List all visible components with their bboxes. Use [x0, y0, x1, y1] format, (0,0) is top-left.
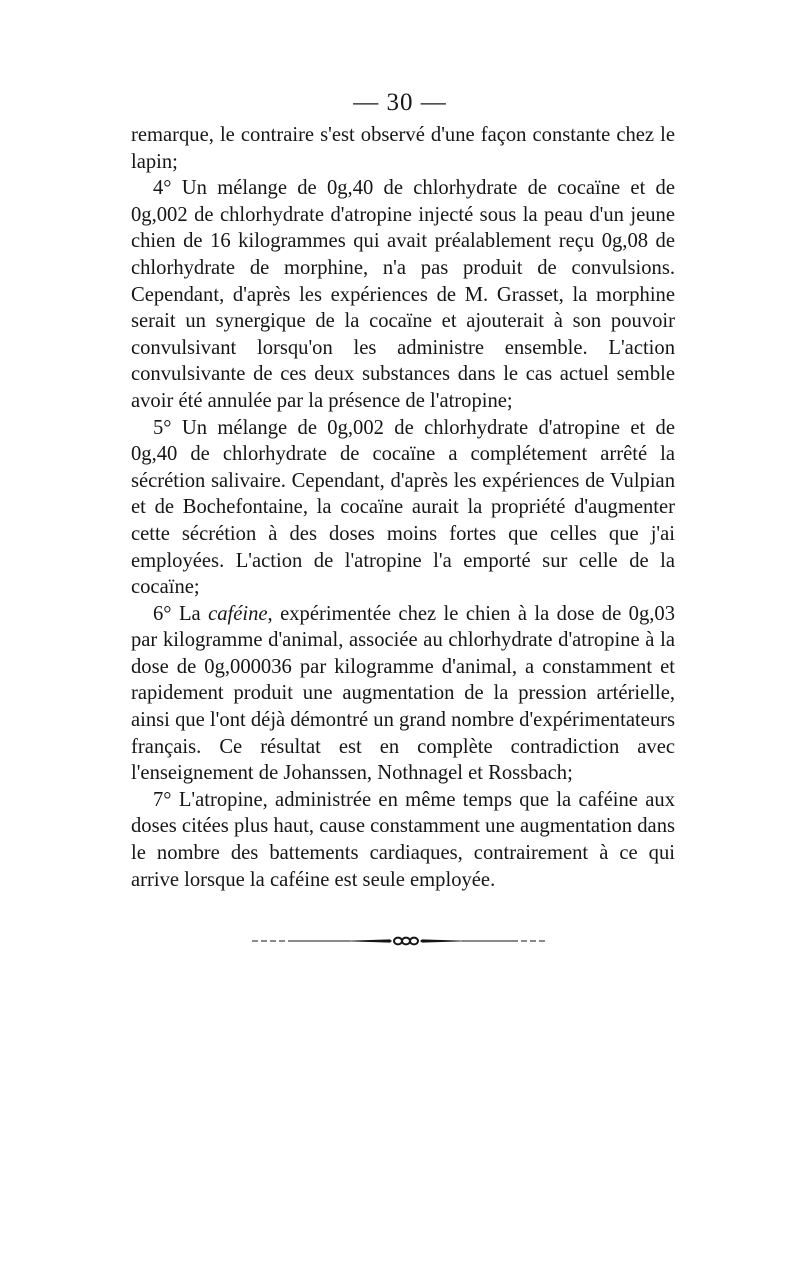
paragraph-item-6: [131, 601, 675, 787]
italic-term-cafeine: caféine: [208, 602, 268, 625]
end-of-text-rule-ornament-icon: [250, 931, 550, 951]
page-number: — 30 —: [353, 89, 447, 116]
paragraph-item-7: 7° L'atropine, administrée en même temps que la caféine aux doses citées plus haut, cause constamment une augmentation dans le nombre des battements cardiaques, contrairement à ce qui arrive lorsque la caféine est seule employée.: [131, 788, 675, 891]
paragraph-item-6-rest: , expérimentée chez le chien à la dose de 0g,03 par kilogramme d'animal, associée au chlorhydrate d'atropine à la dose de 0g,000036 par kilogramme d'animal, a constamment et rapidement produit une augmentation de la pression artérielle, ainsi que l'ont déjà démontré un grand nombre d'expérimentateurs français. Ce résultat est en complète contradiction avec l'enseignement de Johanssen, Nothnagel et Rossbach;: [131, 602, 675, 785]
paragraph-continuation: remarque, le contraire s'est observé d'une façon constante chez le lapin;: [131, 124, 675, 173]
paragraph-item-6-lead: 6° La: [153, 602, 209, 625]
body-text: [131, 122, 675, 893]
paragraph-item-5: 5° Un mélange de 0g,002 de chlorhydrate d'atropine et de 0g,40 de chlorhydrate de cocaïne a complétement arrêté la sécrétion salivaire. Cependant, d'après les expériences de Vulpian et de Bochefontaine, la cocaïne aurait la propriété d'augmenter cette sécrétion à des doses moins fortes que celles que j'ai employées. L'action de l'atropine l'a emporté sur celle de la cocaïne;: [131, 416, 675, 599]
paragraph-item-4: 4° Un mélange de 0g,40 de chlorhydrate de cocaïne et de 0g,002 de chlorhydrate d'atropine injecté sous la peau d'un jeune chien de 16 kilogrammes qui avait préalablement reçu 0g,08 de chlorhydrate de morphine, n'a pas produit de convulsions. Cependant, d'après les expériences de M. Grasset, la morphine serait un synergique de la cocaïne et ajouterait à son pouvoir convulsivant lorsqu'on les administre ensemble. L'action convulsivante de ces deux substances dans le cas actuel semble avoir été annulée par la présence de l'atropine;: [131, 177, 675, 412]
